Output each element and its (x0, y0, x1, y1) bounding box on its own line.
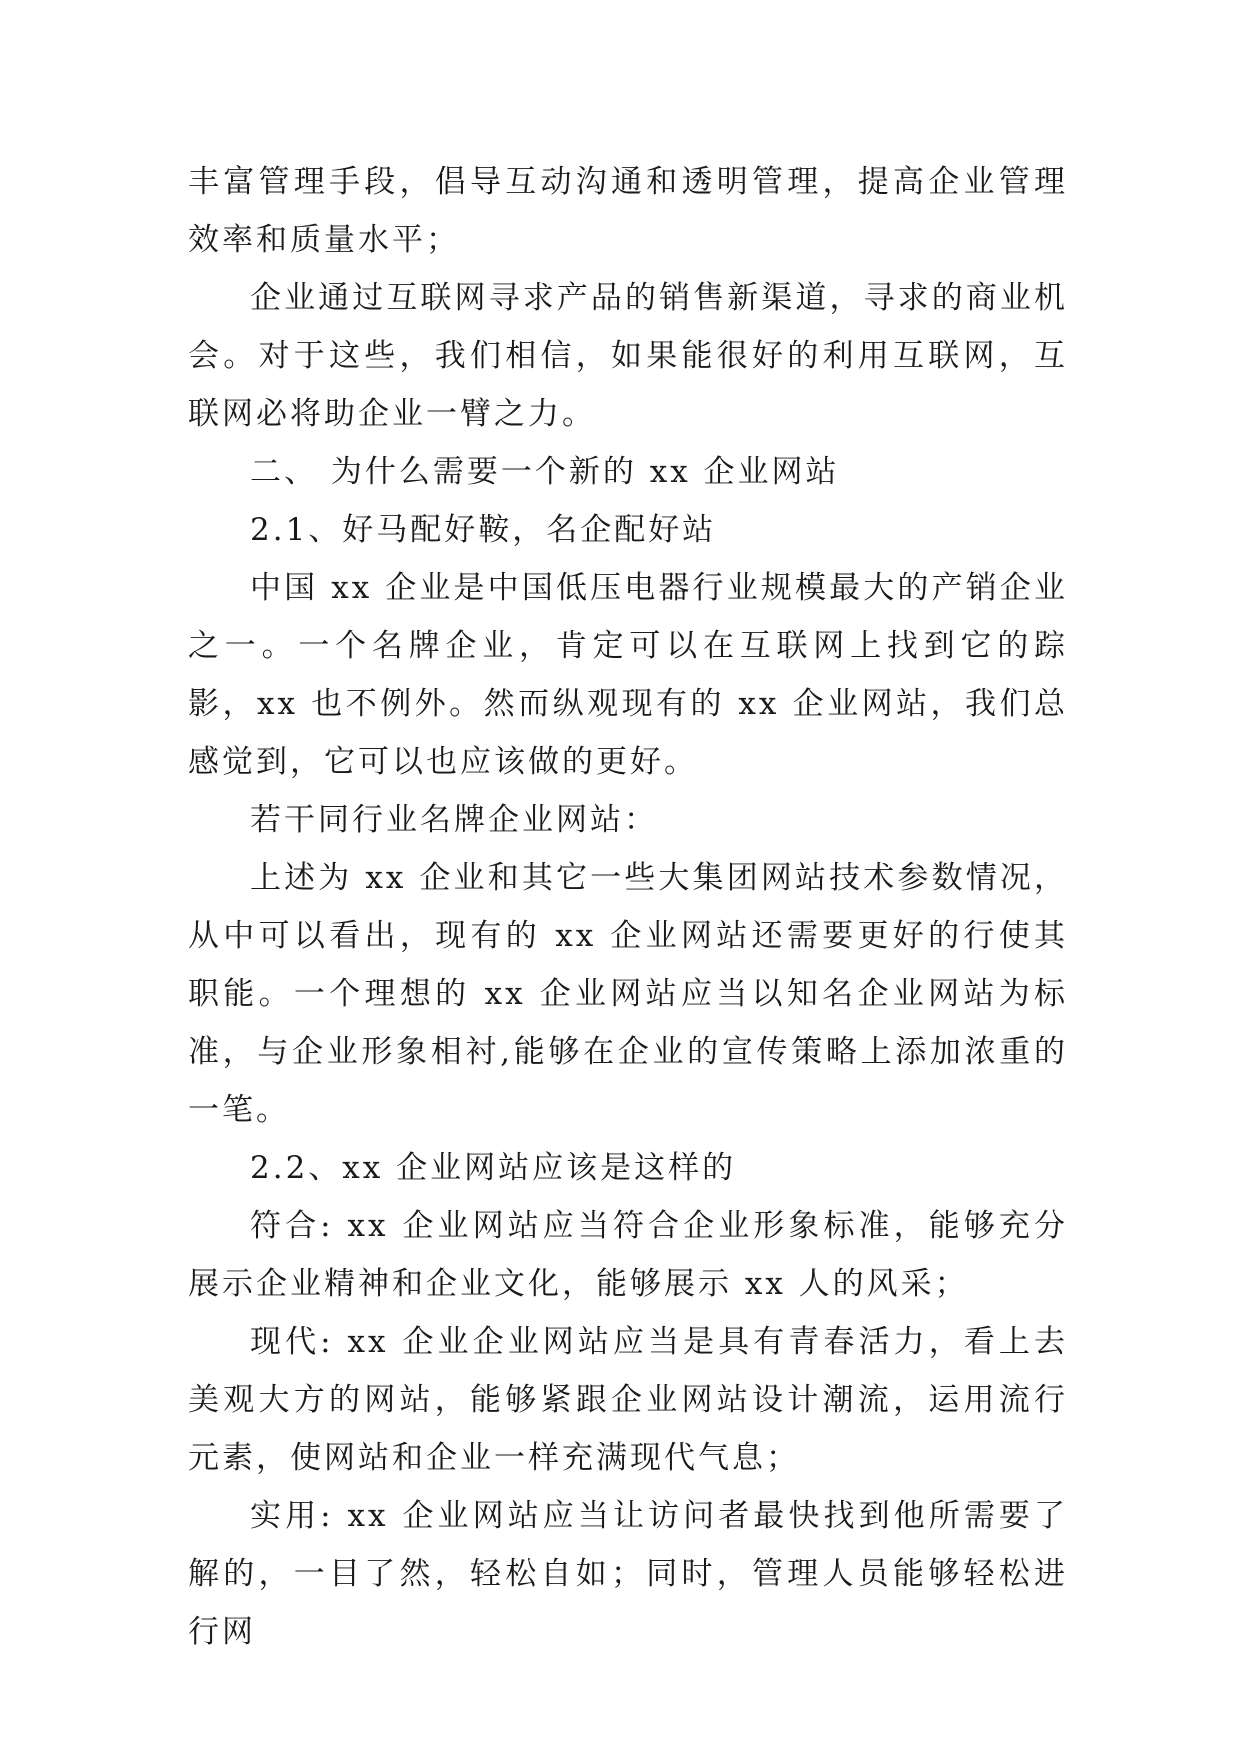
paragraph: 符合: xx 企业网站应当符合企业形象标准，能够充分展示企业精神和企业文化，能够展示 xx 人的风采； (188, 1208, 1068, 1302)
paragraph: 丰富管理手段，倡导互动沟通和透明管理，提高企业管理效率和质量水平； (188, 164, 1068, 258)
paragraph: 上述为 xx 企业和其它一些大集团网站技术参数情况，从中可以看出，现有的 xx 企业网站还需要更好的行使其职能。一个理想的 xx 企业网站应当以知名企业网站为标准，与企业形象相衬,能够在企业的宣传策略上添加浓重的一笔。 (188, 860, 1068, 1128)
paragraph: 企业通过互联网寻求产品的销售新渠道，寻求的商业机会。对于这些，我们相信，如果能很好的利用互联网，互联网必将助企业一臂之力。 (188, 280, 1068, 432)
subsection-heading: 2.2、xx 企业网站应该是这样的 (250, 1150, 737, 1186)
paragraph: 实用: xx 企业网站应当让访问者最快找到他所需要了解的，一目了然，轻松自如；同时，管理人员能够轻松进行网 (188, 1498, 1068, 1650)
paragraph: 现代: xx 企业企业网站应当是具有青春活力，看上去美观大方的网站，能够紧跟企业网站设计潮流，运用流行元素，使网站和企业一样充满现代气息； (188, 1324, 1068, 1476)
subsection-heading: 2.1、好马配好鞍，名企配好站 (250, 512, 717, 548)
paragraph: 中国 xx 企业是中国低压电器行业规模最大的产销企业之一。一个名牌企业，肯定可以在互联网上找到它的踪影，xx 也不例外。然而纵观现有的 xx 企业网站，我们总感觉到，它可以也应该做的更好。 (188, 570, 1068, 780)
paragraph: 若干同行业名牌企业网站： (250, 802, 658, 838)
document-body (188, 153, 1068, 1661)
section-heading: 二、 为什么需要一个新的 xx 企业网站 (250, 454, 840, 490)
